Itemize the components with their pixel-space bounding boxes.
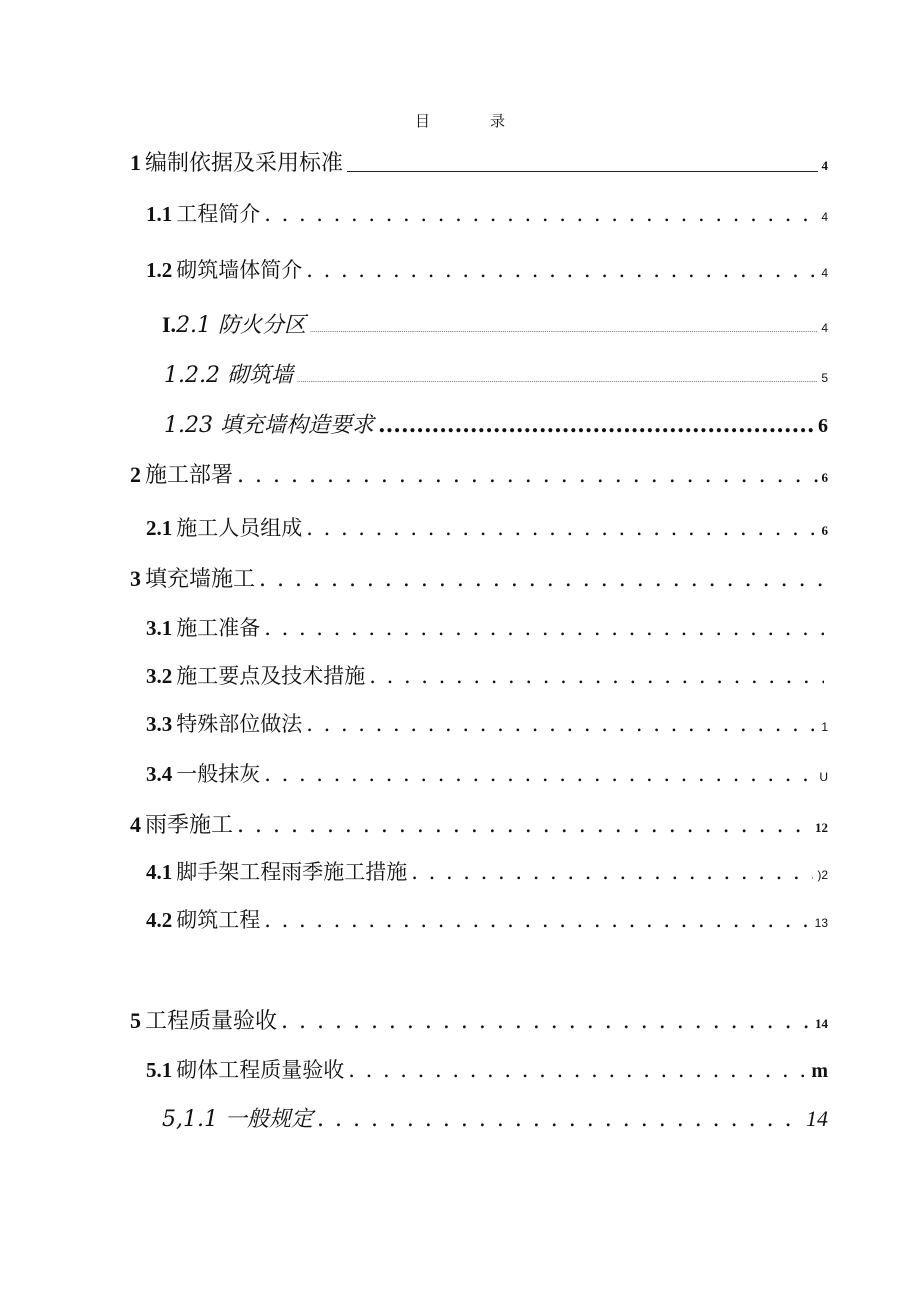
toc-entry[interactable] [130, 458, 828, 492]
toc-entry[interactable] [146, 708, 828, 742]
toc-entry[interactable] [146, 856, 828, 890]
toc-entry-page: )2 [817, 868, 828, 882]
toc-entry[interactable] [130, 808, 828, 842]
toc-entry-label: 雨季施工 [145, 813, 234, 838]
toc-entry[interactable] [164, 408, 828, 442]
toc-entry-label: 砌筑墙体简介 [176, 258, 303, 282]
toc-leader [347, 171, 817, 172]
toc-entry-label: 工程质量验收 [145, 1009, 278, 1034]
toc-entry-page: 13 [814, 916, 828, 930]
toc-entry[interactable] [130, 1004, 828, 1038]
toc-entry[interactable] [164, 358, 828, 392]
toc-entry-page: m [811, 1060, 828, 1082]
toc-entry-label: 施工要点及技术措施 [176, 664, 366, 688]
toc-entry[interactable] [146, 1054, 828, 1088]
toc-entry-page: 6 [821, 523, 828, 538]
toc-entry-number: 4.2 [146, 908, 173, 932]
toc-entry-label: 1.2.2 砌筑墙 [164, 363, 293, 388]
toc-leader [264, 908, 810, 932]
toc-entry[interactable] [162, 1102, 828, 1136]
toc-leader [264, 202, 817, 226]
toc-entry-page: U [819, 770, 828, 784]
toc-entry[interactable] [130, 146, 828, 180]
toc-entry[interactable] [146, 660, 828, 694]
toc-title [0, 110, 920, 131]
toc-entry-label: 特殊部位做法 [176, 712, 303, 736]
toc-entry-label: 施工部署 [145, 463, 234, 488]
toc-entry-label: 施工准备 [176, 616, 261, 640]
toc-leader [281, 1009, 811, 1034]
toc-entry[interactable] [146, 512, 828, 546]
toc-entry-number: I. [162, 312, 177, 337]
toc-entry-label: 填充墙施工 [145, 567, 256, 592]
toc-leader [259, 567, 824, 592]
toc-entry-number: 3.1 [146, 616, 173, 640]
toc-entry-number: 1 [130, 150, 141, 175]
toc-leader [306, 258, 817, 282]
toc-entry-page: 1 [821, 720, 828, 734]
toc-entry[interactable] [146, 198, 828, 232]
toc-entry[interactable] [146, 254, 828, 288]
toc-entry[interactable] [130, 562, 828, 596]
toc-entry-number: 3.3 [146, 712, 173, 736]
toc-entry-number: 1.2 [146, 258, 173, 282]
toc-leader [317, 1107, 802, 1132]
toc-entry-label: 砌体工程质量验收 [176, 1058, 345, 1082]
toc-entry[interactable] [146, 612, 828, 646]
toc-leader [369, 664, 824, 688]
toc-leader [264, 616, 824, 640]
toc-entry-label: 施工人员组成 [176, 516, 303, 540]
toc-entry-label: 2.1 防火分区 [176, 313, 307, 338]
toc-entry-page: 6 [821, 470, 828, 485]
toc-leader [378, 412, 814, 438]
toc-leader [310, 327, 817, 334]
toc-entry-number: 3 [130, 566, 141, 591]
toc-leader [264, 762, 815, 786]
toc-entry-number: 2 [130, 462, 141, 487]
toc-entry-page: 6 [818, 415, 828, 437]
toc-entry-label: 1.23 填充墙构造要求 [164, 413, 374, 438]
toc-entry-label: 脚手架工程雨季施工措施 [176, 860, 408, 884]
toc-leader [306, 516, 817, 540]
toc-leader [411, 860, 813, 884]
toc-entry-page: 14 [815, 1016, 828, 1031]
toc-entry[interactable] [146, 758, 828, 792]
toc-entry-label: 编制依据及采用标准 [145, 151, 344, 176]
toc-entry-number: 5 [130, 1008, 141, 1033]
toc-entry-number: 5.1 [146, 1058, 173, 1082]
toc-leader [237, 463, 817, 488]
toc-leader [237, 813, 811, 838]
toc-entry-label: 工程简介 [176, 202, 261, 226]
toc-entry-page: 4 [821, 158, 828, 173]
toc-entry-label: 5,1.1 一般规定 [162, 1107, 313, 1132]
toc-entry-page: 4 [821, 321, 828, 335]
toc-entry-number: 4 [130, 812, 141, 837]
toc-title-char-1: 目 [414, 112, 430, 130]
toc-entry-number: 2.1 [146, 516, 173, 540]
toc-entry-number: 3.2 [146, 664, 173, 688]
toc-entry-page: 4 [821, 266, 828, 280]
toc-entry[interactable] [162, 308, 828, 342]
toc-entry-page: 14 [806, 1106, 828, 1131]
toc-leader [306, 712, 817, 736]
toc-entry[interactable] [146, 904, 828, 938]
toc-entry-page: 5 [821, 371, 828, 385]
toc-entry-number: 4.1 [146, 860, 173, 884]
toc-entry-page: 4 [821, 210, 828, 224]
toc-entry-label: 一般抹灰 [176, 762, 261, 786]
toc-entry-number: 3.4 [146, 762, 173, 786]
toc-entry-number: 1.1 [146, 202, 173, 226]
toc-entry-page: 12 [815, 820, 828, 835]
toc-leader [297, 377, 817, 384]
toc-title-char-2: 录 [490, 112, 506, 130]
toc-entry-label: 砌筑工程 [176, 908, 261, 932]
toc-leader [348, 1058, 807, 1082]
